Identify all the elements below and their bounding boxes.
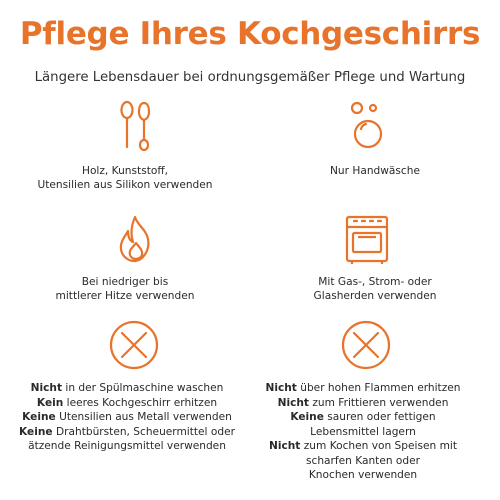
- feature-caption-handwash: [250, 164, 500, 178]
- prohibited-icon: [108, 319, 160, 375]
- caption-line: Nur Handwäsche: [330, 165, 420, 177]
- feature-caption-heat: [0, 275, 250, 303]
- prohibited-icon: [340, 319, 392, 375]
- warning-row: Nicht zum Frittieren verwenden: [277, 396, 449, 409]
- caption-line: Mit Gas-, Strom- oder: [318, 276, 432, 288]
- warning-row: Keine Drahtbürsten, Scheuermittel oder: [19, 425, 235, 438]
- warning-row: Kein leeres Kochgeschirr erhitzen: [36, 396, 218, 409]
- caption-line: mittlerer Hitze verwenden: [55, 290, 195, 302]
- warning-list-left: [2, 381, 252, 454]
- caption-line: Utensilien aus Silikon verwenden: [37, 179, 213, 191]
- utensils-icon: [110, 100, 160, 156]
- caption-line: Bei niedriger bis: [81, 276, 169, 288]
- stove-icon: [344, 215, 390, 269]
- warning-row: ätzende Reinigungsmittel verwenden: [28, 440, 226, 452]
- warning-row: Keine Utensilien aus Metall verwenden: [22, 411, 232, 423]
- page-title: Pflege Ihres Kochgeschirrs: [19, 16, 481, 52]
- warning-row: scharfen Kanten oder: [305, 454, 421, 467]
- caption-line: Holz, Kunststoff,: [81, 165, 169, 177]
- warning-row: Knochen verwenden: [308, 469, 418, 481]
- caption-line: Glasherden verwenden: [313, 290, 437, 302]
- flame-icon: [113, 215, 159, 269]
- warning-row: Lebensmittel lagern: [310, 425, 416, 438]
- warning-row: Nicht in der Spülmaschine waschen: [30, 382, 224, 394]
- page-subtitle: Längere Lebensdauer bei ordnungsgemäßer Pflege und Wartung: [34, 70, 466, 85]
- bubbles-icon: [344, 101, 388, 157]
- warning-row: Keine sauren oder fettigen: [290, 411, 436, 423]
- warning-row: Nicht zum Kochen von Speisen mit: [268, 440, 458, 452]
- warning-list-right: [238, 381, 488, 483]
- feature-caption-utensils: [0, 164, 250, 192]
- warning-row: Nicht über hohen Flammen erhitzen: [265, 382, 461, 394]
- feature-caption-stoves: [250, 275, 500, 303]
